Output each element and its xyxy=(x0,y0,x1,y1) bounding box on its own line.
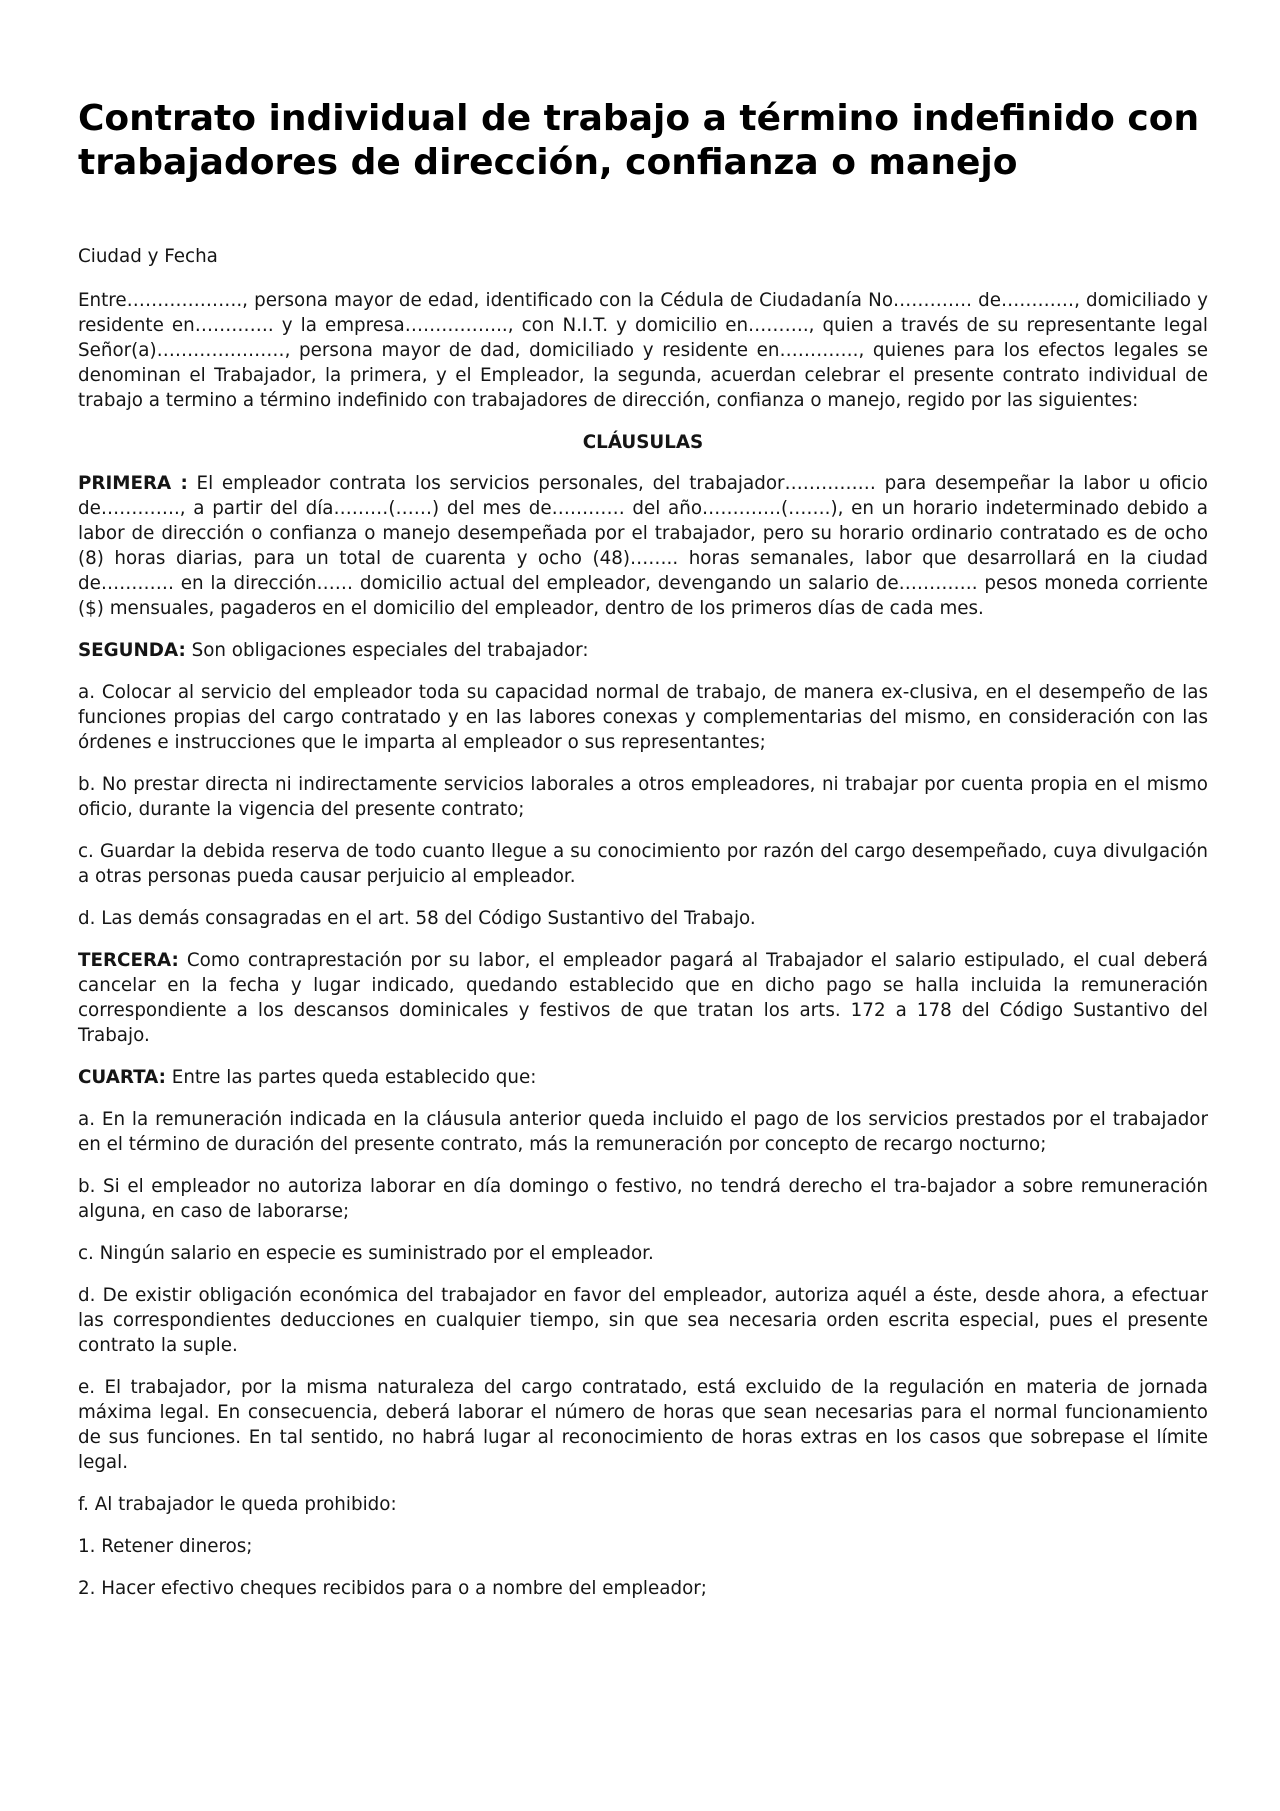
list-item: d. De existir obligación económica del trabajador en favor del empleador, autoriza aquél a éste, desde ahora, a efectuar las correspondientes deducciones en cualquier tiempo, sin que sea necesaria orden escrita especial, pues el presente contrato la suple. xyxy=(78,1285,1208,1356)
clause-cuarta xyxy=(78,1065,1208,1090)
clause-text: El empleador contrata los servicios personales, del trabajador…………… para desempeñar la labor u oficio de…………., a partir del día………(……) del mes de………… del año………….(…….), en un horario indeterminado debido a labor de dirección o confianza o manejo desempeñada por el trabajador, pero su horario ordinario contratado es de ocho (8) horas diarias, para un total de cuarenta y ocho (48)…….. horas semanales, labor que desarrollará en la ciudad de………… en la dirección…… domicilio actual del empleador, devengando un salario de…………. pesos moneda corriente ($) mensuales, pagaderos en el domicilio del empleador, dentro de los primeros días de cada mes. xyxy=(78,473,1208,619)
intro-paragraph: Entre………………., persona mayor de edad, identificado con la Cédula de Ciudadanía No…………. de…………, domiciliado y residente en…………. y la empresa…………….., con N.I.T. y domicilio en………., quien a través de su representante legal Señor(a)…………………, persona mayor de dad, domiciliado y residente en…………., quienes para los efectos legales se denominan el Trabajador, la primera, y el Empleador, la segunda, acuerdan celebrar el presente contrato individual de trabajo a termino a término indefinido con trabajadores de dirección, confianza o manejo, regido por las siguientes: xyxy=(78,290,1208,411)
clause-text: Entre las partes queda establecido que: xyxy=(165,1067,537,1088)
prohibition-item: 2. Hacer efectivo cheques recibidos para o a nombre del empleador; xyxy=(78,1578,707,1599)
clause-label: PRIMERA : xyxy=(78,473,188,494)
clause-label: TERCERA: xyxy=(78,950,179,971)
list-item: c. Guardar la debida reserva de todo cuanto llegue a su conocimiento por razón del cargo desempeñado, cuya divulgación a otras personas pueda causar perjuicio al empleador. xyxy=(78,841,1208,887)
clause-tercera xyxy=(78,948,1208,1048)
list-item: f. Al trabajador le queda prohibido: xyxy=(78,1494,397,1515)
clause-text: Como contraprestación por su labor, el empleador pagará al Trabajador el salario estipulado, el cual deberá cancelar en la fecha y lugar indicado, quedando establecido que en dicho pago se halla incluida la remuneración correspondiente a los descansos dominicales y festivos de que tratan los arts. 172 a 178 del Código Sustantivo del Trabajo. xyxy=(78,950,1208,1046)
list-item: a. En la remuneración indicada en la cláusula anterior queda incluido el pago de los servicios prestados por el trabajador en el término de duración del presente contrato, más la remuneración por concepto de recargo nocturno; xyxy=(78,1109,1208,1155)
clause-segunda xyxy=(78,638,1208,663)
list-item: c. Ningún salario en especie es suministrado por el empleador. xyxy=(78,1243,654,1264)
list-item: a. Colocar al servicio del empleador toda su capacidad normal de trabajo, de manera ex-clusiva, en el desempeño de las funciones propias del cargo contratado y en las labores conexas y complementarias del mismo, en consideración con las órdenes e instrucciones que le imparta al empleador o sus representantes; xyxy=(78,682,1208,753)
document-title: Contrato individual de trabajo a término indefinido con trabajadores de dirección, confianza o manejo xyxy=(78,98,1200,183)
clause-label: SEGUNDA: xyxy=(78,640,186,661)
prohibition-item: 1. Retener dineros; xyxy=(78,1536,253,1557)
list-item: d. Las demás consagradas en el art. 58 del Código Sustantivo del Trabajo. xyxy=(78,908,756,929)
list-item: b. Si el empleador no autoriza laborar en día domingo o festivo, no tendrá derecho el tra-bajador a sobre remuneración alguna, en caso de laborarse; xyxy=(78,1176,1208,1222)
document-body xyxy=(78,244,1208,1618)
list-item: e. El trabajador, por la misma naturaleza del cargo contratado, está excluido de la regulación en materia de jornada máxima legal. En consecuencia, deberá laborar el número de horas que sean necesarias para el normal funcionamiento de sus funciones. En tal sentido, no habrá lugar al reconocimiento de horas extras en los casos que sobrepase el límite legal. xyxy=(78,1377,1208,1473)
city-date: Ciudad y Fecha xyxy=(78,246,218,267)
clause-primera xyxy=(78,471,1208,621)
list-item: b. No prestar directa ni indirectamente servicios laborales a otros empleadores, ni trabajar por cuenta propia en el mismo oficio, durante la vigencia del presente contrato; xyxy=(78,774,1208,820)
clause-text: Son obligaciones especiales del trabajador: xyxy=(185,640,589,661)
clausulas-heading: CLÁUSULAS xyxy=(582,432,704,453)
clause-label: CUARTA: xyxy=(78,1067,166,1088)
